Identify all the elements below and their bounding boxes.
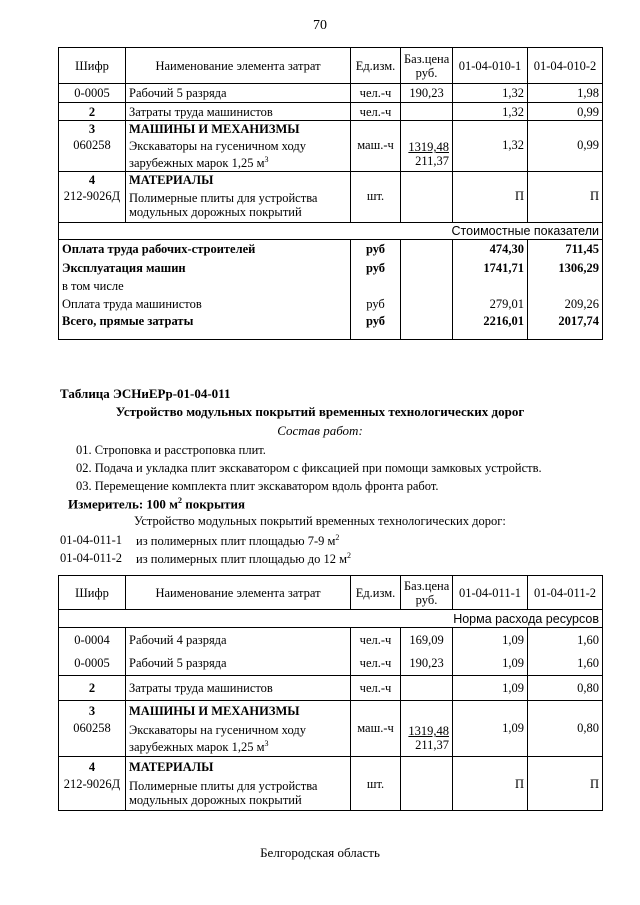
header-unit: Ед.изм.: [351, 576, 401, 610]
table-row: 0-0005 Рабочий 5 разряда чел.-ч 190,23 1,09 1,60: [59, 652, 603, 676]
header-col2: 01-04-010-2: [528, 48, 603, 84]
cost-table-01-04-011: [58, 575, 603, 811]
header-code: Шифр: [59, 48, 126, 84]
table-header-row: [59, 48, 603, 84]
work-operation: 03. Перемещение комплекта плит экскаватором вдоль фронта работ.: [76, 479, 439, 493]
table-row: 060258 Экскаваторы на гусеничном ходу зарубежных марок 1,25 $м^3$ маш.-ч 1319,48 211,37 1,09 0,80: [59, 721, 603, 757]
table-row: 212-9026Д Полимерные плиты для устройства модульных дорожных покрытий шт. П П: [59, 777, 603, 811]
summary-row: Оплата труда рабочих-строителей руб 474,30 711,45: [59, 240, 603, 259]
table-row: 212-9026Д Полимерные плиты для устройства модульных дорожных покрытий шт. П П: [59, 189, 603, 223]
page-footer: Белгородская область: [260, 845, 380, 860]
header-name: Наименование элемента затрат: [126, 576, 351, 610]
variant-text: из полимерных плит площадью до 12 $м^2$: [136, 551, 351, 567]
header-code: Шифр: [59, 576, 126, 610]
measure-description: Устройство модульных покрытий временных технологических дорог:: [134, 514, 506, 528]
header-unit: Ед.изм.: [351, 48, 401, 84]
table-title: Таблица ЭСНиЕРр-01-04-011: [60, 386, 231, 401]
summary-row: Всего, прямые затраты руб 2216,01 2017,74: [59, 314, 603, 340]
summary-row: Оплата труда машинистов руб 279,01 209,26: [59, 295, 603, 314]
section-row: 3 МАШИНЫ И МЕХАНИЗМЫ: [59, 701, 603, 721]
header-col1: 01-04-010-1: [453, 48, 528, 84]
header-col2: 01-04-011-2: [528, 576, 603, 610]
table-row: 0-0005 Рабочий 5 разряда чел.-ч 190,23 1,32 1,98: [59, 84, 603, 103]
table-row: 060258 Экскаваторы на гусеничном ходу зарубежных марок 1,25 $м^3$ маш.-ч 1319,48 211,37 1,32 0,99: [59, 138, 603, 172]
subheader-row: Стоимостные показатели: [59, 223, 603, 240]
work-composition-heading: Состав работ:: [277, 423, 363, 438]
header-price: Баз.цена руб.: [401, 48, 453, 84]
work-operation: 02. Подача и укладка плит экскаватором с фиксацией при помощи замковых устройств.: [76, 461, 542, 475]
variant-text: из полимерных плит площадью 7-9 $м^2$: [136, 533, 340, 549]
section-row: 4 МАТЕРИАЛЫ: [59, 172, 603, 189]
summary-row: Эксплуатация машин руб 1741,71 1306,29: [59, 259, 603, 278]
table-row: 2 Затраты труда машинистов чел.-ч 1,09 0,80: [59, 676, 603, 701]
cost-table-01-04-010: [58, 47, 603, 340]
work-operation: 01. Строповка и расстроповка плит.: [76, 443, 266, 457]
variant-code: 01-04-011-2: [60, 551, 123, 565]
table-row: 2 Затраты труда машинистов чел.-ч 1,32 0,99: [59, 103, 603, 121]
header-name: Наименование элемента затрат: [126, 48, 351, 84]
subheader-row: Норма расхода ресурсов: [59, 610, 603, 628]
summary-row: в том числе: [59, 278, 603, 295]
table-row: 0-0004 Рабочий 4 разряда чел.-ч 169,09 1,09 1,60: [59, 628, 603, 652]
section-description: Устройство модульных покрытий временных технологических дорог: [115, 404, 525, 419]
variant-code: 01-04-011-1: [60, 533, 123, 547]
measure-unit: Измеритель: 100 $м^2$ покрытия: [68, 496, 246, 512]
header-price: Баз.цена руб.: [401, 576, 453, 610]
section-row: 4 МАТЕРИАЛЫ: [59, 757, 603, 777]
section-row: 3 МАШИНЫ И МЕХАНИЗМЫ: [59, 121, 603, 138]
header-col1: 01-04-011-1: [453, 576, 528, 610]
table-header-row: [59, 576, 603, 610]
page-number: 70: [313, 18, 327, 33]
